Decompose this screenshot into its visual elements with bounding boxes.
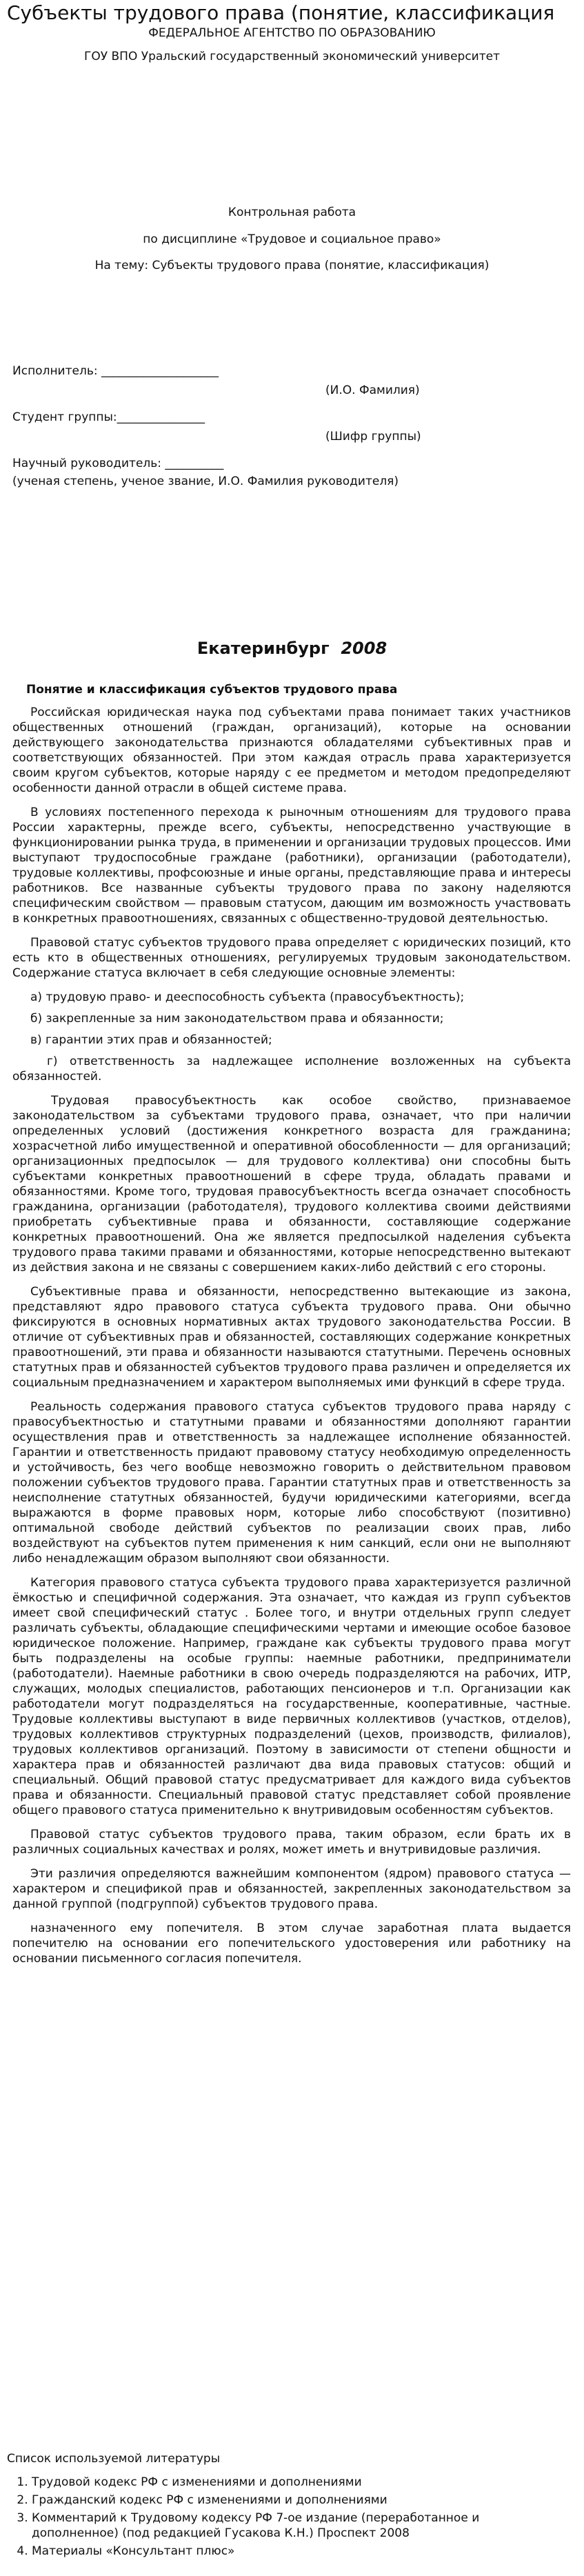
list-item: а) трудовую право- и дееспособность субъекта (правосубъектность); bbox=[30, 990, 465, 1004]
reference-item: 2. Гражданский кодекс РФ с изменениями и дополнениями bbox=[32, 2493, 550, 2508]
section-title: Понятие и классификация субъектов трудового права bbox=[26, 683, 398, 697]
paragraph: Трудовая правосубъектность как особое свойство, признаваемое законодательством за субъектами трудового права, означает, что при наличии определенных условий (достижения конкретного возраста для гражданина; хозрасчетной либо имущественной и оперативной обособленности — для организаций; организационных предпосылок — для трудового коллектива) они способны быть субъектами конкретных правоотношений в сфере труда, обладать правами и обязанностями. Кроме того, трудовая правосубъектность всегда означает способность гражданина, организации (работодателя), трудового коллектива своими действиями приобретать субъективные права и обязанности, составляющие содержание конкретных правоотношений. Она же является предпосылкой наделения субъекта трудового права такими правами и обязанностями, которые непосредственно вытекают из действия закона и не связаны с совершением каких-либо действий с его стороны. bbox=[12, 1094, 571, 1275]
paragraph: Реальность содержания правового статуса субъектов трудового права наряду с правосубъектностью и статутными правами и обязанностями дополняют гарантии осуществления прав и ответственность за надлежащее исполнение обязанностей. Гарантии и ответственность придают правовому статусу необходимую определенность и устойчивость, без чего вообще невозможно говорить о действительном правовом положении субъектов трудового права. Гарантии статутных прав и ответственность за неисполнение статутных обязанностей, будучи юридическими категориями, всегда выражаются в форме правовых норм, которые либо способствуют (позитивно) оптимальной свободе действий субъектов по реализации своих прав, либо воздействуют на субъектов путем применения к ним санкций, если они не выполняют либо ненадлежащим образом выполняют свои обязанности. bbox=[12, 1400, 571, 1566]
document-title: Субъекты трудового права (понятие, классификация bbox=[7, 1, 555, 24]
report-type: Контрольная работа bbox=[228, 206, 356, 219]
city-year bbox=[0, 639, 584, 658]
executor-line: Исполнитель: ____________________ bbox=[12, 364, 219, 378]
city: Екатеринбург bbox=[197, 639, 330, 658]
supervisor-line: Научный руководитель: __________ bbox=[12, 457, 224, 470]
executor-hint: (И.О. Фамилия) bbox=[325, 383, 420, 397]
agency-line: ФЕДЕРАЛЬНОЕ АГЕНТСТВО ПО ОБРАЗОВАНИЮ bbox=[148, 26, 436, 40]
paragraph: назначенного ему попечителя. В этом случае заработная плата выдается попечителю на основании его попечительского удостоверения или работнику на основании письменного согласия попечителя. bbox=[12, 1921, 571, 1966]
paragraph: Категория правового статуса субъекта трудового права характеризуется различной ёмкостью и специфичной содержания. Эта означает, что каждая из групп субъектов имеет свой специфический статус . Более того, и внутри отдельных групп следует различать субъекты, обладающие специфическими чертами и имеющие особое базовое юридическое положение. Например, граждане как субъекты трудового права могут быть подразделены на особые группы: наемные работники, предприниматели (работодатели). Наемные работники в свою очередь подразделяются на рабочих, ИТР, служащих, молодых специалистов, работающих пенсионеров и т.п. Организации как работодатели могут подразделяться на государственные, кооперативные, частные. Трудовые коллективы выступают в виде первичных коллективов (участков, отделов), трудовых коллективов структурных подразделений (цехов, производств, филиалов), трудовых коллективов организаций. Поэтому в зависимости от степени общности и характера прав и обязанностей различают два вида правовых статусов: общий и специальный. Общий правовой статус предусматривает для каждого вида субъектов права и обязанности. Специальный правовой статус представляет собой проявление общего правового статуса применительно к внутривидовым особенностям субъектов. bbox=[12, 1576, 571, 1817]
paragraph: Субъективные права и обязанности, непосредственно вытекающие из закона, представляют ядро правового статуса субъекта трудового права. Они обычно фиксируются в основных нормативных актах трудового законодательства России. В отличие от субъективных прав и обязанностей, составляющих содержание конкретных правоотношений, эти права и обязанности называются статутными. Перечень основных статутных прав и обязанностей субъектов трудового права различен и определяется их социальным предназначением и характером выполняемых ими функций в сфере труда. bbox=[12, 1285, 571, 1390]
year: 2008 bbox=[341, 639, 387, 658]
paragraph: Правовой статус субъектов трудового права определяет с юридических позиций, кто есть кто в общественных отношениях, регулируемых трудовым законодательством. Содержание статуса включает в себя следующие основные элементы: bbox=[12, 936, 571, 980]
group-hint: (Шифр группы) bbox=[325, 430, 421, 443]
paragraph: Российская юридическая наука под субъектами права понимает таких участников общественных отношений (граждан, организаций), которые на основании действующего законодательства признаются обладателями субъективных прав и соответствующих обязанностей. При этом каждая отрасль права характеризуется своим кругом субъектов, которые наряду с ее предметом и методом предопределяют особенности данной отрасли в общей системе права. bbox=[12, 706, 571, 795]
student-group-line: Студент группы:_______________ bbox=[12, 410, 205, 424]
supervisor-hint: (ученая степень, ученое звание, И.О. Фамилия руководителя) bbox=[12, 475, 399, 488]
reference-item: 1. Трудовой кодекс РФ с изменениями и дополнениями bbox=[32, 2475, 550, 2490]
body-text bbox=[12, 705, 571, 1975]
topic-line: На тему: Субъекты трудового права (понятие, классификация) bbox=[94, 259, 490, 272]
paragraph: Эти различия определяются важнейшим компонентом (ядром) правового статуса — характером и спецификой прав и обязанностей, закрепленных законодательством за данной группой (подгруппой) субъектов трудового права. bbox=[12, 1867, 571, 1911]
references-title: Список используемой литературы bbox=[7, 2452, 221, 2466]
reference-item: 3. Комментарий к Трудовому кодексу РФ 7-ое издание (переработанное и дополненное) (под редакцией Гусакова К.Н.) Проспект 2008 bbox=[32, 2510, 550, 2541]
list-item: г) ответственность за надлежащее исполнение возложенных на субъекта обязанностей. bbox=[12, 1055, 571, 1084]
list-item: в) гарантии этих прав и обязанностей; bbox=[30, 1033, 272, 1047]
university-line: ГОУ ВПО Уральский государственный экономический университет bbox=[83, 50, 500, 63]
discipline-line: по дисциплине «Трудовое и социальное право» bbox=[143, 232, 441, 246]
list-item: б) закрепленные за ним законодательством права и обязанности; bbox=[30, 1012, 444, 1026]
paragraph: Правовой статус субъектов трудового права, таким образом, если брать их в различных социальных качествах и ролях, может иметь и внутривидовые различия. bbox=[12, 1828, 571, 1857]
paragraph: В условиях постепенного перехода к рыночным отношениям для трудового права России характерны, прежде всего, субъекты, непосредственно участвующие в функционировании рынка труда, в применении и организации трудовых процессов. Ими выступают трудоспособные граждане (работники), организации (работодатели), трудовые коллективы, профсоюзные и иные органы, представляющие права и интересы работников. Все названные субъекты трудового права по закону наделяются специфическим свойством — правовым статусом, дающим им возможность участвовать в конкретных правоотношениях, связанных с общественно-трудовой деятельностью. bbox=[12, 806, 571, 926]
references-list bbox=[12, 2475, 550, 2562]
reference-item: 4. Материалы «Консультант плюс» bbox=[32, 2544, 550, 2559]
